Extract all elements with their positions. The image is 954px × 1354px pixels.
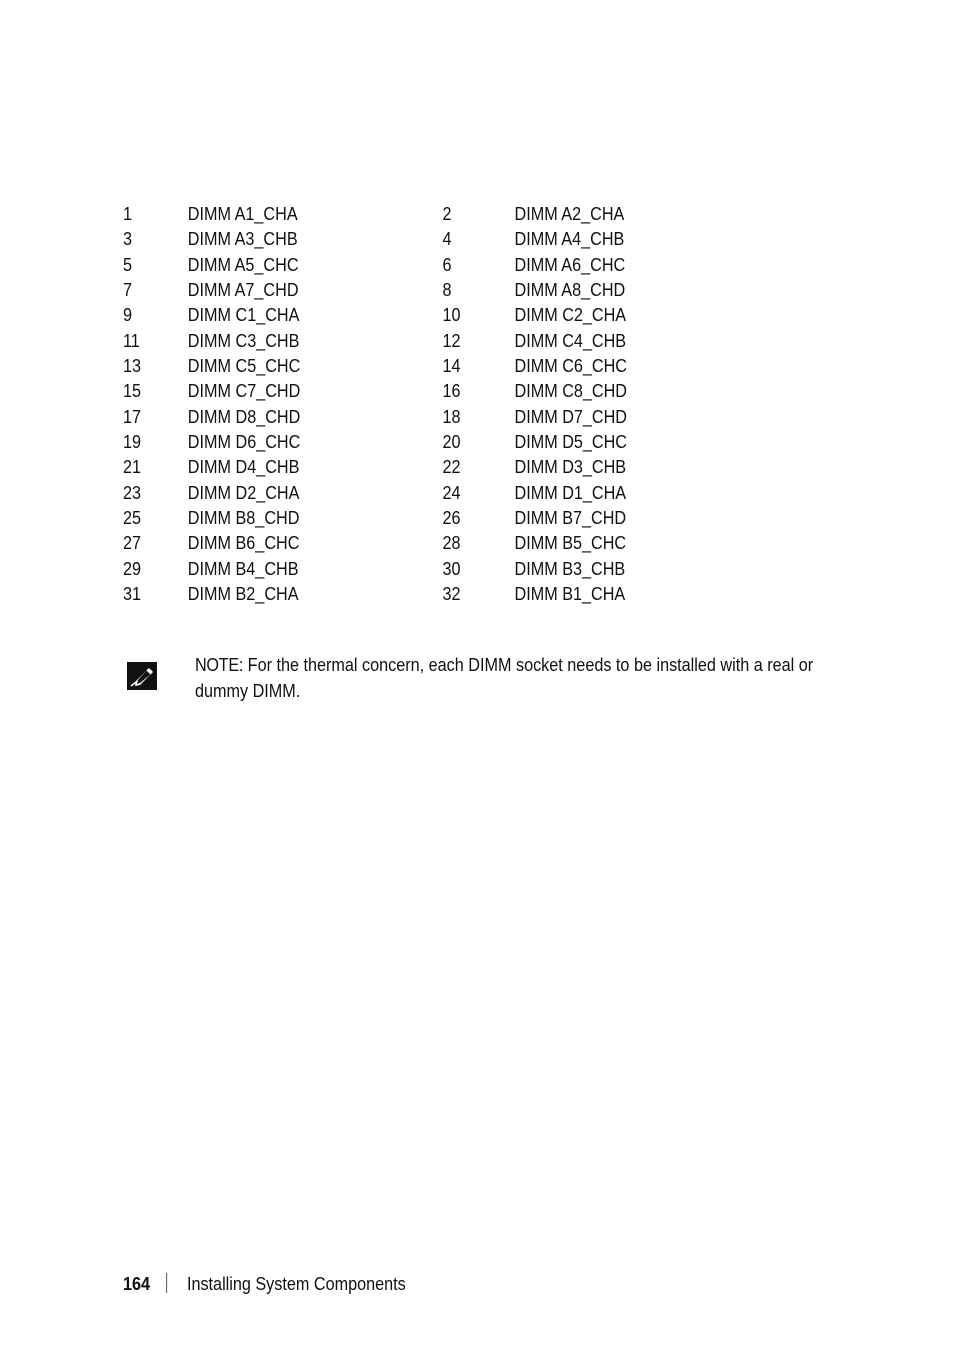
socket-number: 3 (123, 229, 133, 250)
socket-number: 7 (123, 279, 133, 300)
table-row (123, 379, 627, 404)
socket-label: DIMM C7_CHD (187, 381, 301, 402)
socket-number: 6 (442, 254, 452, 275)
socket-label: DIMM A8_CHD (514, 279, 626, 300)
table-row (123, 202, 627, 227)
table-row (123, 455, 627, 480)
socket-number: 31 (123, 583, 142, 604)
dimm-socket-table (123, 202, 683, 607)
socket-number: 8 (442, 279, 452, 300)
socket-number: 25 (123, 507, 142, 528)
socket-label: DIMM D5_CHC (514, 431, 628, 452)
section-title: Installing System Components (186, 1274, 406, 1294)
socket-number: 30 (442, 558, 461, 579)
socket-label: DIMM C1_CHA (187, 305, 300, 326)
socket-number: 28 (442, 533, 461, 554)
socket-number: 27 (123, 533, 142, 554)
socket-label: DIMM D6_CHC (187, 431, 301, 452)
socket-label: DIMM B5_CHC (514, 533, 627, 554)
socket-number: 32 (442, 583, 461, 604)
note-pencil-icon (127, 662, 157, 690)
table-row (123, 405, 627, 430)
table-row (123, 329, 627, 354)
socket-label: DIMM D7_CHD (514, 406, 628, 427)
socket-label: DIMM C6_CHC (514, 355, 628, 376)
socket-label: DIMM A7_CHD (187, 279, 299, 300)
table-row (123, 303, 627, 328)
table-row (123, 506, 627, 531)
socket-number: 13 (123, 355, 142, 376)
table-row (123, 557, 627, 582)
note-label: NOTE: (195, 655, 244, 675)
socket-label: DIMM C4_CHB (514, 330, 627, 351)
socket-label: DIMM A2_CHA (514, 204, 625, 224)
socket-number: 22 (442, 457, 461, 478)
table-row (123, 481, 627, 506)
socket-number: 10 (442, 305, 461, 326)
socket-number: 9 (123, 305, 133, 326)
socket-label: DIMM B3_CHB (514, 558, 626, 579)
socket-label: DIMM B2_CHA (187, 583, 299, 604)
table-row (123, 253, 627, 278)
socket-label: DIMM A3_CHB (187, 229, 298, 250)
socket-number: 5 (123, 254, 133, 275)
socket-label: DIMM B6_CHC (187, 533, 300, 554)
socket-label: DIMM A5_CHC (187, 254, 299, 275)
socket-label: DIMM B1_CHA (514, 583, 626, 604)
socket-number: 15 (123, 381, 142, 402)
socket-label: DIMM D8_CHD (187, 406, 301, 427)
socket-label: DIMM A6_CHC (514, 254, 626, 275)
socket-label: DIMM D2_CHA (187, 482, 300, 503)
socket-label: DIMM D4_CHB (187, 457, 300, 478)
socket-number: 17 (123, 406, 142, 427)
table-row (123, 582, 627, 607)
socket-number: 12 (442, 330, 461, 351)
table-row (123, 278, 627, 303)
socket-number: 11 (123, 330, 140, 351)
note-text (195, 652, 843, 704)
table-row (123, 227, 627, 252)
socket-number: 4 (442, 229, 452, 250)
socket-number: 21 (123, 457, 142, 478)
note-body: For the thermal concern, each DIMM socket needs to be installed with a real or dummy DIMM. (195, 655, 814, 701)
socket-number: 1 (123, 204, 133, 224)
page-footer (123, 1272, 406, 1296)
page-number: 164 (123, 1274, 151, 1294)
socket-label: DIMM A4_CHB (514, 229, 625, 250)
socket-label: DIMM B8_CHD (187, 507, 300, 528)
socket-label: DIMM C2_CHA (514, 305, 627, 326)
socket-number: 18 (442, 406, 461, 427)
socket-number: 14 (442, 355, 461, 376)
socket-label: DIMM D1_CHA (514, 482, 627, 503)
footer-divider (166, 1273, 167, 1293)
socket-label: DIMM C3_CHB (187, 330, 300, 351)
socket-label: DIMM C8_CHD (514, 381, 628, 402)
socket-number: 24 (442, 482, 461, 503)
socket-number: 19 (123, 431, 142, 452)
socket-number: 23 (123, 482, 142, 503)
socket-number: 26 (442, 507, 461, 528)
socket-label: DIMM B4_CHB (187, 558, 299, 579)
table-row (123, 354, 627, 379)
socket-label: DIMM B7_CHD (514, 507, 627, 528)
socket-label: DIMM C5_CHC (187, 355, 301, 376)
socket-number: 16 (442, 381, 461, 402)
socket-number: 20 (442, 431, 461, 452)
table-row (123, 430, 627, 455)
socket-label: DIMM D3_CHB (514, 457, 627, 478)
socket-label: DIMM A1_CHA (187, 204, 298, 224)
table-row (123, 531, 627, 556)
socket-number: 2 (442, 204, 452, 224)
socket-number: 29 (123, 558, 142, 579)
